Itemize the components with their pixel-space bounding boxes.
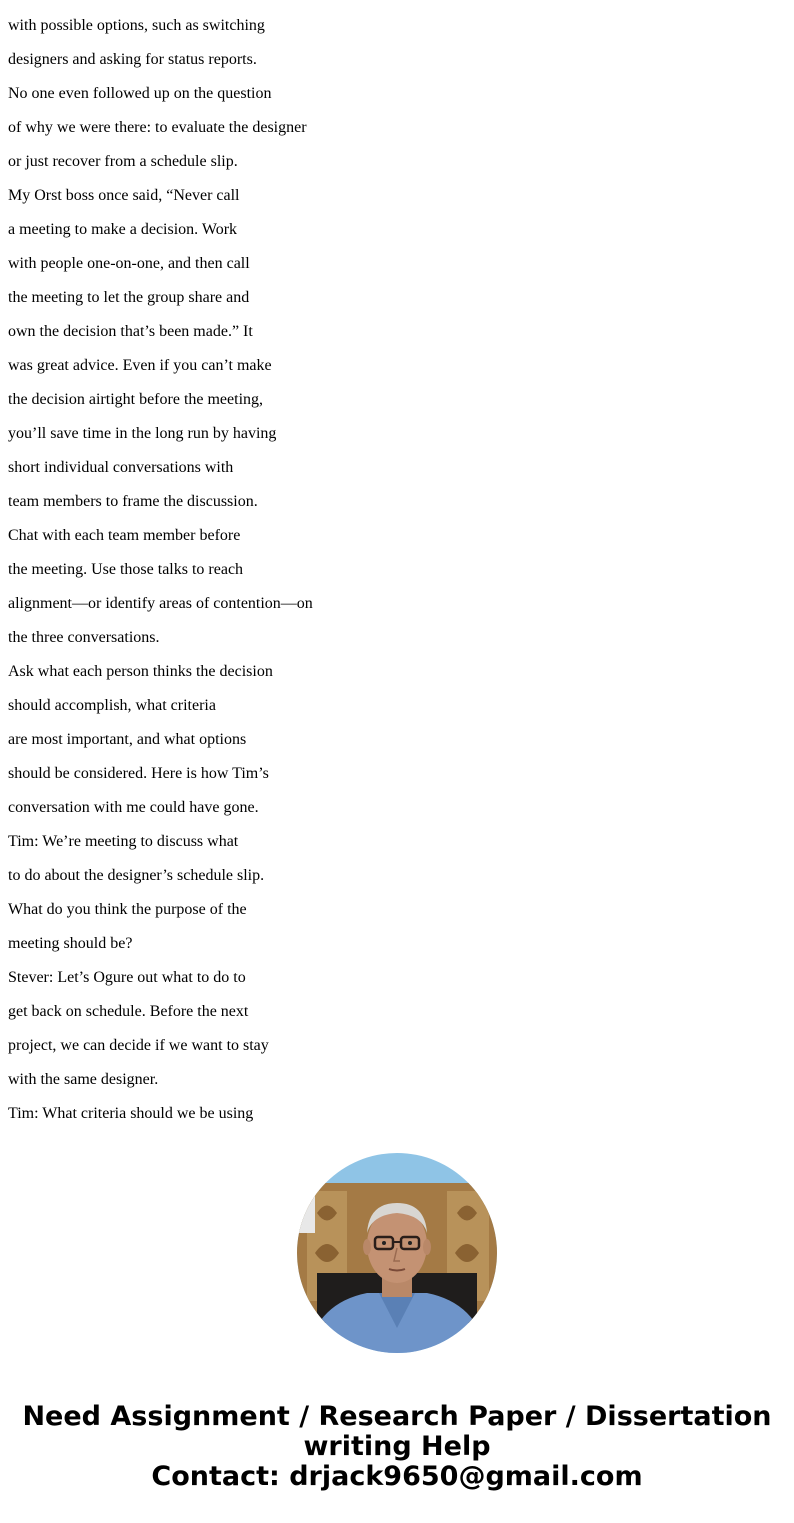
text-line: own the decision that’s been made.” It (8, 323, 253, 340)
text-line: the meeting. Use those talks to reach (8, 561, 244, 578)
text-line: What do you think the purpose of the (8, 901, 247, 918)
text-line: designers and asking for status reports. (8, 51, 257, 68)
text-line: Stever: Let’s Ogure out what to do to (8, 969, 246, 986)
person-portrait-icon (297, 1153, 497, 1353)
text-line: conversation with me could have gone. (8, 799, 259, 816)
text-line: you’ll save time in the long run by having (8, 425, 277, 442)
text-line: with the same designer. (8, 1071, 159, 1088)
text-line: Ask what each person thinks the decision (8, 663, 273, 680)
text-line: Tim: We’re meeting to discuss what (8, 833, 239, 850)
text-line: should be considered. Here is how Tim’s (8, 765, 269, 782)
text-line: meeting should be? (8, 935, 133, 952)
document-body (8, 9, 768, 1131)
text-line: the three conversations. (8, 629, 160, 646)
text-line: Tim: What criteria should we be using (8, 1105, 254, 1122)
text-line: or just recover from a schedule slip. (8, 153, 238, 170)
text-line: a meeting to make a decision. Work (8, 221, 238, 238)
text-line: alignment—or identify areas of contention—on (8, 595, 313, 612)
text-line: should accomplish, what criteria (8, 697, 216, 714)
text-line: team members to frame the discussion. (8, 493, 258, 510)
text-line: Chat with each team member before (8, 527, 241, 544)
text-line: are most important, and what options (8, 731, 247, 748)
promo-contact: Contact: drjack9650@gmail.com (151, 1461, 643, 1492)
author-avatar (297, 1153, 497, 1353)
text-line: was great advice. Even if you can’t make (8, 357, 272, 374)
promo-headline-line1: Need Assignment / Research Paper / Dissertation (22, 1401, 772, 1432)
text-line: No one even followed up on the question (8, 85, 272, 102)
text-line: of why we were there: to evaluate the designer (8, 119, 307, 136)
text-line: short individual conversations with (8, 459, 234, 476)
text-line: get back on schedule. Before the next (8, 1003, 249, 1020)
text-line: with possible options, such as switching (8, 17, 265, 34)
promo-banner (0, 1402, 794, 1492)
text-line: with people one-on-one, and then call (8, 255, 250, 272)
text-line: My Orst boss once said, “Never call (8, 187, 240, 204)
text-line: the meeting to let the group share and (8, 289, 250, 306)
text-line: project, we can decide if we want to stay (8, 1037, 269, 1054)
promo-headline-line2: writing Help (303, 1431, 491, 1462)
text-line: to do about the designer’s schedule slip. (8, 867, 265, 884)
text-line: the decision airtight before the meeting, (8, 391, 264, 408)
